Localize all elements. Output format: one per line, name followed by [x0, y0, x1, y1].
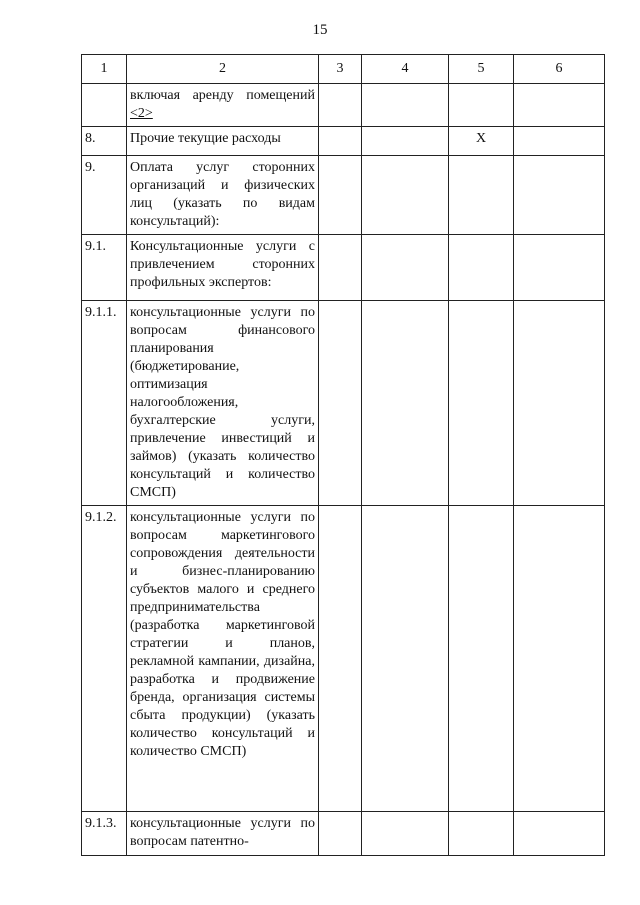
cell-col-4: [362, 301, 449, 506]
page-number: 15: [312, 22, 328, 38]
cell-col-5: [449, 812, 514, 856]
cell-col-3: [319, 506, 362, 812]
header-col-6: 6: [514, 55, 605, 84]
row-description: консультационные услуги по вопросам финансового планирования (бюджетирование, оптимизация налогообложения, бухгалтерские услуги, привлечение инвестиций и займов) (указать количество консультаций и количество СМСП): [127, 301, 319, 506]
expense-table: [81, 54, 605, 856]
cell-col-3: [319, 156, 362, 235]
row-number: 8.: [82, 127, 127, 156]
header-col-5: 5: [449, 55, 514, 84]
header-col-2: 2: [127, 55, 319, 84]
cell-col-5: [449, 84, 514, 127]
cell-col-6: [514, 301, 605, 506]
cell-col-3: [319, 812, 362, 856]
table-row: [82, 301, 605, 506]
row-description: Прочие текущие расходы: [127, 127, 319, 156]
header-col-4: 4: [362, 55, 449, 84]
cell-col-4: [362, 235, 449, 301]
row-description: [127, 84, 319, 127]
cell-col-5: X: [449, 127, 514, 156]
row-number: 9.1.2.: [82, 506, 127, 812]
row-text: включая аренду помещений: [130, 88, 315, 103]
row-number: 9.1.: [82, 235, 127, 301]
row-description: Консультационные услуги с привлечением сторонних профильных экспертов:: [127, 235, 319, 301]
cell-col-4: [362, 812, 449, 856]
cell-col-4: [362, 84, 449, 127]
table-row: [82, 84, 605, 127]
table-row: [82, 812, 605, 856]
row-number: 9.: [82, 156, 127, 235]
cell-col-5: [449, 506, 514, 812]
table-row: [82, 156, 605, 235]
row-description: Оплата услуг сторонних организаций и физических лиц (указать по видам консультаций):: [127, 156, 319, 235]
cell-col-6: [514, 812, 605, 856]
table-row: [82, 127, 605, 156]
cell-col-5: [449, 235, 514, 301]
cell-col-6: [514, 235, 605, 301]
cell-col-3: [319, 84, 362, 127]
header-col-1: 1: [82, 55, 127, 84]
cell-col-3: [319, 127, 362, 156]
header-col-3: 3: [319, 55, 362, 84]
row-description: консультационные услуги по вопросам маркетингового сопровождения деятельности и бизнес-планированию субъектов малого и среднего предпринимательства (разработка маркетинговой стратегии и планов, рекламной кампании, дизайна, разработка и продвижение бренда, организация системы сбыта продукции) (указать количество консультаций и количество СМСП): [127, 506, 319, 812]
cell-col-3: [319, 235, 362, 301]
footnote-link[interactable]: <2>: [130, 106, 153, 121]
cell-col-6: [514, 506, 605, 812]
row-number: 9.1.1.: [82, 301, 127, 506]
cell-col-6: [514, 84, 605, 127]
cell-col-4: [362, 506, 449, 812]
cell-col-6: [514, 127, 605, 156]
row-number: 9.1.3.: [82, 812, 127, 856]
table-row: [82, 506, 605, 812]
cell-col-3: [319, 301, 362, 506]
table-row: [82, 235, 605, 301]
header-row: [82, 55, 605, 84]
cell-col-4: [362, 127, 449, 156]
cell-col-6: [514, 156, 605, 235]
row-number: [82, 84, 127, 127]
cell-col-5: [449, 156, 514, 235]
row-description: консультационные услуги по вопросам патентно-: [127, 812, 319, 856]
cell-col-5: [449, 301, 514, 506]
cell-col-4: [362, 156, 449, 235]
